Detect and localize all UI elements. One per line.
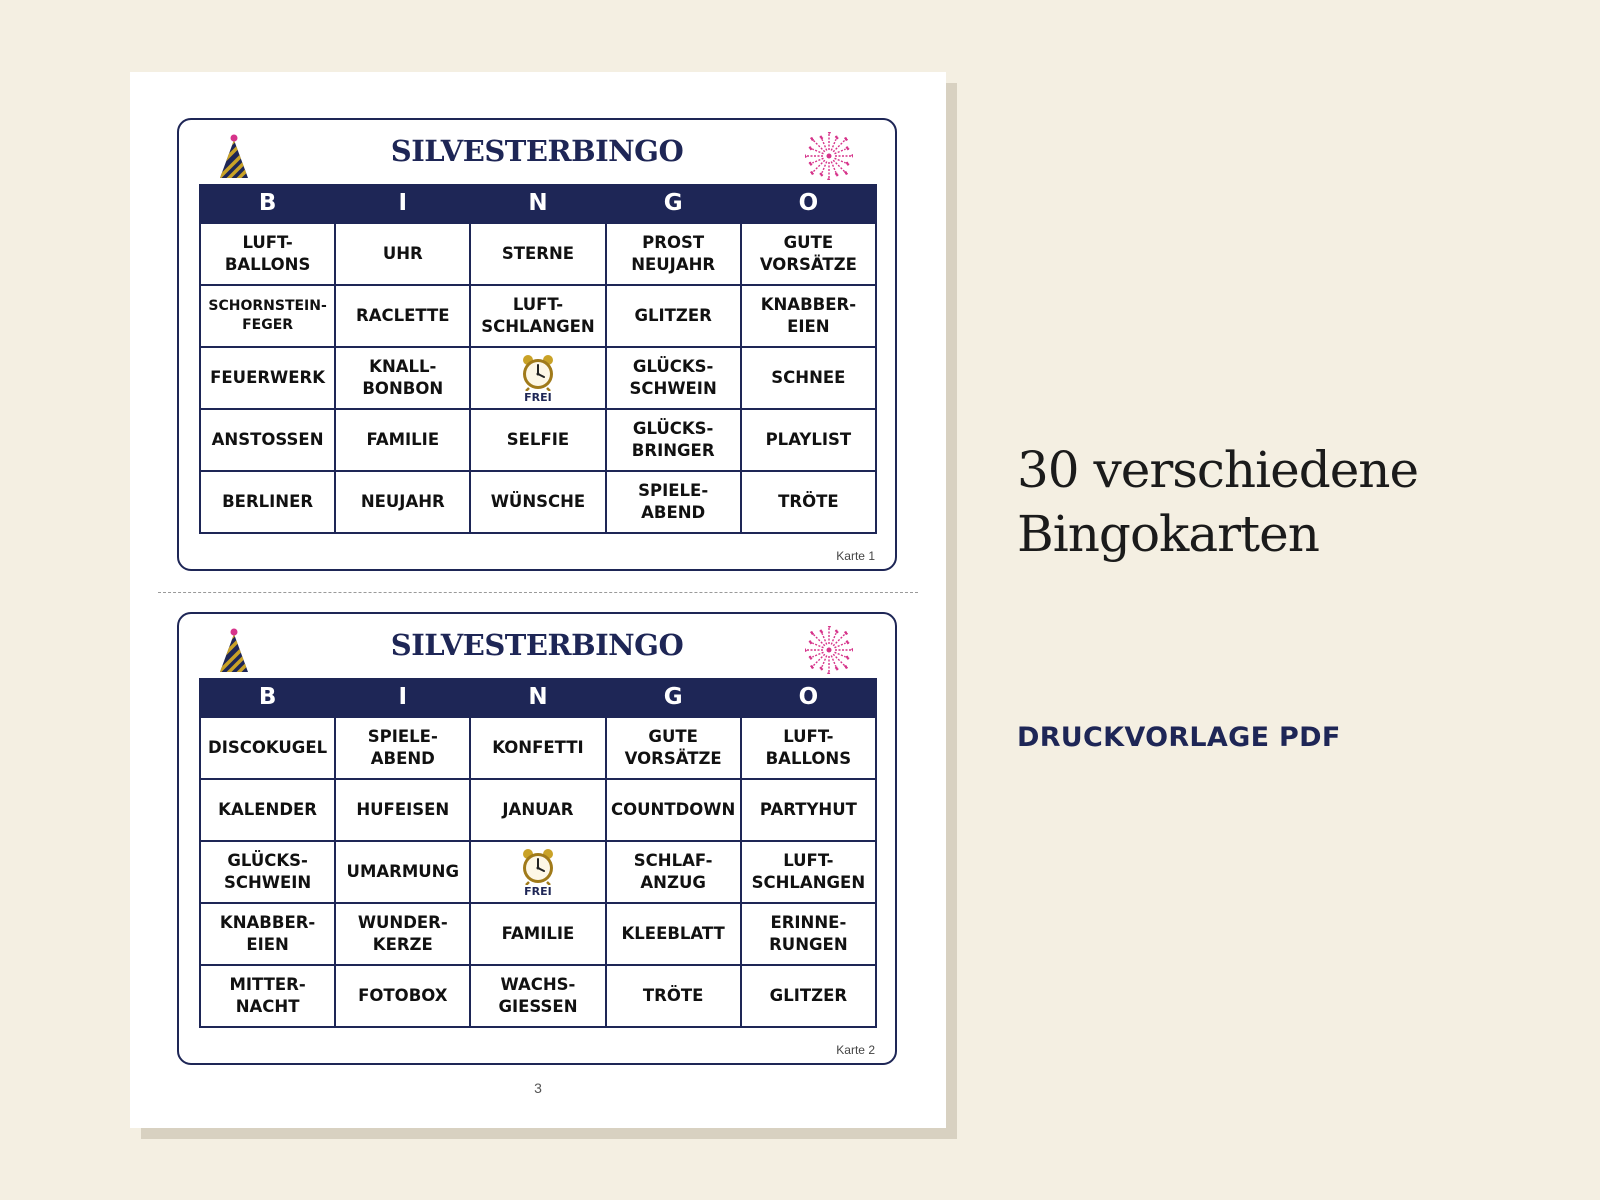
bingo-cell: KONFETTI <box>470 717 605 779</box>
bingo-cell: KNABBER- EIEN <box>741 285 876 347</box>
bingo-cell: PLAYLIST <box>741 409 876 471</box>
bingo-cell: STERNE <box>470 223 605 285</box>
bingo-row <box>200 965 876 1027</box>
alarm-clock-icon <box>519 353 557 391</box>
bingo-column-header: N <box>470 678 605 717</box>
bingo-cell: SCHLAF- ANZUG <box>606 841 741 903</box>
bingo-cell: COUNTDOWN <box>606 779 741 841</box>
bingo-cell: LUFT- BALLONS <box>741 717 876 779</box>
bingo-card <box>177 612 897 1065</box>
card-title: SILVESTERBINGO <box>390 628 684 662</box>
bingo-cell <box>470 841 605 903</box>
bingo-cell: SELFIE <box>470 409 605 471</box>
bingo-cell: UHR <box>335 223 470 285</box>
bingo-column-header: I <box>335 184 470 223</box>
bingo-cell: GLÜCKS- BRINGER <box>606 409 741 471</box>
bingo-column-header: B <box>200 678 335 717</box>
bingo-column-header: I <box>335 678 470 717</box>
bingo-cell: SPIELE- ABEND <box>606 471 741 533</box>
bingo-row <box>200 347 876 409</box>
card-number-label: Karte 2 <box>836 1043 875 1057</box>
bingo-cell: TRÖTE <box>606 965 741 1027</box>
bingo-grid <box>199 678 877 1028</box>
bingo-cell: FAMILIE <box>335 409 470 471</box>
bingo-row <box>200 717 876 779</box>
headline: 30 verschiedene Bingokarten <box>1017 441 1419 563</box>
bingo-cell: MITTER- NACHT <box>200 965 335 1027</box>
cut-line-divider <box>158 592 918 593</box>
bingo-cell: GUTE VORSÄTZE <box>606 717 741 779</box>
bingo-cell: JANUAR <box>470 779 605 841</box>
bingo-cell: NEUJAHR <box>335 471 470 533</box>
bingo-row <box>200 471 876 533</box>
bingo-column-header: G <box>606 184 741 223</box>
page-number: 3 <box>534 1080 542 1096</box>
card-title: SILVESTERBINGO <box>390 134 684 168</box>
bingo-cell: HUFEISEN <box>335 779 470 841</box>
bingo-column-header: O <box>741 678 876 717</box>
bingo-cell: FOTOBOX <box>335 965 470 1027</box>
bingo-cell: KALENDER <box>200 779 335 841</box>
bingo-cell: TRÖTE <box>741 471 876 533</box>
bingo-row <box>200 779 876 841</box>
bingo-cell: KNABBER- EIEN <box>200 903 335 965</box>
bingo-cell: GLÜCKS- SCHWEIN <box>606 347 741 409</box>
bingo-cell: PARTYHUT <box>741 779 876 841</box>
bingo-header-row <box>200 184 876 223</box>
bingo-column-header: B <box>200 184 335 223</box>
bingo-cell: WACHS- GIESSEN <box>470 965 605 1027</box>
bingo-cell: KLEEBLATT <box>606 903 741 965</box>
bingo-row <box>200 223 876 285</box>
bingo-cell: SCHORNSTEIN- FEGER <box>200 285 335 347</box>
subheadline: DRUCKVORLAGE PDF <box>1017 722 1341 753</box>
bingo-cell: WÜNSCHE <box>470 471 605 533</box>
card-number-label: Karte 1 <box>836 549 875 563</box>
bingo-cell: SCHNEE <box>741 347 876 409</box>
alarm-clock-icon <box>519 847 557 885</box>
bingo-header-row <box>200 678 876 717</box>
bingo-row <box>200 841 876 903</box>
bingo-cell: FEUERWERK <box>200 347 335 409</box>
bingo-column-header: O <box>741 184 876 223</box>
bingo-cell: DISCOKUGEL <box>200 717 335 779</box>
bingo-cell: FAMILIE <box>470 903 605 965</box>
free-space-label: FREI <box>524 390 552 404</box>
bingo-column-header: N <box>470 184 605 223</box>
bingo-cell: ERINNE- RUNGEN <box>741 903 876 965</box>
bingo-cell: PROST NEUJAHR <box>606 223 741 285</box>
bingo-card <box>177 118 897 571</box>
bingo-cell: RACLETTE <box>335 285 470 347</box>
bingo-row <box>200 903 876 965</box>
free-space-label: FREI <box>524 884 552 898</box>
bingo-cell: SPIELE- ABEND <box>335 717 470 779</box>
bingo-cell: WUNDER- KERZE <box>335 903 470 965</box>
bingo-row <box>200 285 876 347</box>
bingo-cell: UMARMUNG <box>335 841 470 903</box>
bingo-cell: KNALL- BONBON <box>335 347 470 409</box>
bingo-column-header: G <box>606 678 741 717</box>
bingo-cell: LUFT- SCHLANGEN <box>470 285 605 347</box>
bingo-grid <box>199 184 877 534</box>
bingo-cell <box>470 347 605 409</box>
bingo-page <box>130 72 946 1128</box>
bingo-cell: GLÜCKS- SCHWEIN <box>200 841 335 903</box>
bingo-cell: LUFT- SCHLANGEN <box>741 841 876 903</box>
bingo-cell: ANSTOSSEN <box>200 409 335 471</box>
bingo-cell: GUTE VORSÄTZE <box>741 223 876 285</box>
bingo-cell: GLITZER <box>606 285 741 347</box>
bingo-cell: LUFT- BALLONS <box>200 223 335 285</box>
bingo-cell: BERLINER <box>200 471 335 533</box>
bingo-cell: GLITZER <box>741 965 876 1027</box>
bingo-row <box>200 409 876 471</box>
